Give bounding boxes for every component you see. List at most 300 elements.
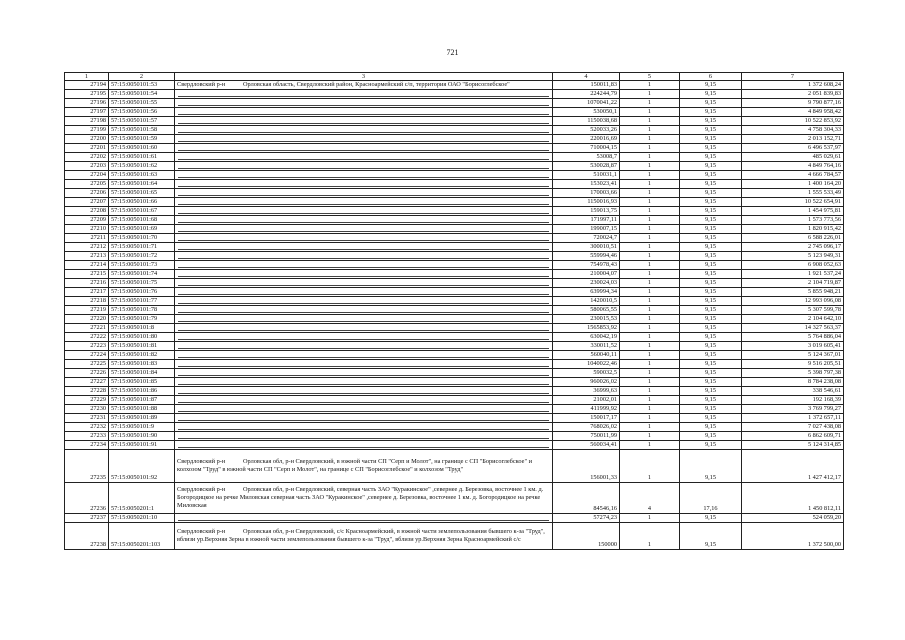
row-number: 27222: [65, 333, 109, 342]
column-header: 4: [553, 73, 620, 81]
rate-value: 9,15: [680, 514, 742, 523]
cadastral-value: 2 745 096,17: [742, 243, 844, 252]
row-number: 27228: [65, 387, 109, 396]
cadastral-value: 9 790 877,16: [742, 99, 844, 108]
row-number: 27194: [65, 81, 109, 90]
rate-value: 9,15: [680, 108, 742, 117]
location-cell: [175, 99, 553, 108]
cadastral-value: 5 123 949,31: [742, 252, 844, 261]
rate-value: 9,15: [680, 243, 742, 252]
area-value: 768026,02: [553, 423, 620, 432]
district-label: Свердловский р-н: [177, 457, 226, 465]
row-number: 27232: [65, 423, 109, 432]
cadastral-number: 57:15:0050101:87: [109, 396, 175, 405]
cadastral-number: 57:15:0050101:78: [109, 306, 175, 315]
ditto-line: [178, 254, 549, 259]
rate-value: 9,15: [680, 225, 742, 234]
location-cell: [175, 81, 553, 90]
area-value: 559994,46: [553, 252, 620, 261]
ditto-line: [178, 308, 549, 313]
cadastral-number: 57:15:0050101:83: [109, 360, 175, 369]
cadastral-value: 1 372 657,11: [742, 414, 844, 423]
location-cell: [175, 108, 553, 117]
area-value: 710004,15: [553, 144, 620, 153]
cadastral-value: 2 104 642,10: [742, 315, 844, 324]
area-value: 639994,34: [553, 288, 620, 297]
table-row: [65, 288, 844, 297]
table-row: [65, 207, 844, 216]
group-value: 1: [620, 324, 680, 333]
cadastral-number: 57:15:0050101:80: [109, 333, 175, 342]
cadastral-value: 3 769 799,27: [742, 405, 844, 414]
location-cell: [175, 369, 553, 378]
rate-value: 9,15: [680, 117, 742, 126]
area-value: 754978,43: [553, 261, 620, 270]
area-value: 171997,11: [553, 216, 620, 225]
location-cell: [175, 225, 553, 234]
area-value: 153023,41: [553, 180, 620, 189]
group-value: 1: [620, 153, 680, 162]
address-text: Орловская обл, р-н Свердловский, северная часть ЗАО "Куракинское" ,севернее д. Березовка, восточнее 1 км. д. Богородицкое на речке Миловская северная часть ЗАО "Куракинское" ,севернее д. Березовка, восточнее 1 км. д. Богородицкое на речке Миловская: [177, 485, 544, 510]
ditto-line: [178, 290, 549, 295]
row-number: 27238: [65, 523, 109, 550]
row-number: 27212: [65, 243, 109, 252]
rate-value: 9,15: [680, 162, 742, 171]
cadastral-value: 9 516 205,51: [742, 360, 844, 369]
column-number-row: [65, 73, 844, 81]
location-cell: [175, 270, 553, 279]
cadastral-value: 1 573 773,56: [742, 216, 844, 225]
ditto-line: [178, 299, 549, 304]
cadastral-number: 57:15:0050101:56: [109, 108, 175, 117]
cadastral-value: 5 764 886,04: [742, 333, 844, 342]
group-value: 1: [620, 360, 680, 369]
area-value: 36999,63: [553, 387, 620, 396]
table-row: [65, 144, 844, 153]
rate-value: 9,15: [680, 396, 742, 405]
table-row: [65, 369, 844, 378]
area-value: 720024,7: [553, 234, 620, 243]
table-row: [65, 90, 844, 99]
cadastral-number: 57:15:0050101:68: [109, 216, 175, 225]
cadastral-number: 57:15:0050101:89: [109, 414, 175, 423]
group-value: 1: [620, 387, 680, 396]
area-value: 630042,19: [553, 333, 620, 342]
location-cell: [175, 279, 553, 288]
ditto-line: [178, 119, 549, 124]
location-cell: [175, 387, 553, 396]
table-row: [65, 432, 844, 441]
group-value: 1: [620, 108, 680, 117]
location-cell: [175, 189, 553, 198]
group-value: 1: [620, 243, 680, 252]
rate-value: 9,15: [680, 261, 742, 270]
rate-value: 9,15: [680, 333, 742, 342]
row-number: 27197: [65, 108, 109, 117]
row-number: 27220: [65, 315, 109, 324]
row-number: 27214: [65, 261, 109, 270]
cadastral-number: 57:15:0050101:81: [109, 342, 175, 351]
table-row: [65, 441, 844, 450]
cadastral-number: 57:15:0050101:60: [109, 144, 175, 153]
cadastral-value: 2 104 719,87: [742, 279, 844, 288]
rate-value: 9,15: [680, 180, 742, 189]
row-number: 27204: [65, 171, 109, 180]
cadastral-value: 12 993 096,08: [742, 297, 844, 306]
ditto-line: [178, 245, 549, 250]
area-value: 590032,5: [553, 369, 620, 378]
rate-value: 9,15: [680, 360, 742, 369]
cadastral-number: 57:15:0050101:61: [109, 153, 175, 162]
area-value: 1040022,46: [553, 360, 620, 369]
cadastral-value: 5 307 599,78: [742, 306, 844, 315]
table-row: [65, 225, 844, 234]
row-number: 27221: [65, 324, 109, 333]
column-header: 6: [680, 73, 742, 81]
location-cell: [175, 423, 553, 432]
row-number: 27237: [65, 514, 109, 523]
ditto-line: [178, 380, 549, 385]
ditto-line: [178, 416, 549, 421]
cadastral-number: 57:15:0050101:59: [109, 135, 175, 144]
group-value: 1: [620, 279, 680, 288]
location-cell: [175, 414, 553, 423]
rate-value: 9,15: [680, 252, 742, 261]
rate-value: 9,15: [680, 288, 742, 297]
location-cell: [175, 297, 553, 306]
location-cell: [175, 90, 553, 99]
cadastral-number: 57:15:0050101:90: [109, 432, 175, 441]
cadastral-value: 1 555 533,49: [742, 189, 844, 198]
cadastral-value: 2 013 152,71: [742, 135, 844, 144]
location-cell: [175, 234, 553, 243]
rate-value: 9,15: [680, 297, 742, 306]
table-row: [65, 135, 844, 144]
table-row: [65, 216, 844, 225]
area-value: 1150038,68: [553, 117, 620, 126]
group-value: 1: [620, 270, 680, 279]
cadastral-value: 6 588 226,01: [742, 234, 844, 243]
rate-value: 9,15: [680, 351, 742, 360]
cadastral-value: 7 027 438,08: [742, 423, 844, 432]
column-header: 5: [620, 73, 680, 81]
area-value: 960026,02: [553, 378, 620, 387]
location-cell: [175, 351, 553, 360]
ditto-line: [178, 200, 549, 205]
table-row: [65, 360, 844, 369]
cadastral-number: 57:15:0050101:70: [109, 234, 175, 243]
location-cell: [175, 396, 553, 405]
location-cell: [175, 288, 553, 297]
area-value: 411999,92: [553, 405, 620, 414]
row-number: 27201: [65, 144, 109, 153]
table-row: [65, 198, 844, 207]
cadastral-value: 4 849 764,16: [742, 162, 844, 171]
cadastral-number: 57:15:0050101:73: [109, 261, 175, 270]
ditto-line: [178, 137, 549, 142]
rate-value: 9,15: [680, 270, 742, 279]
cadastral-number: 57:15:0050101:65: [109, 189, 175, 198]
cadastral-value: 524 059,20: [742, 514, 844, 523]
table-row: [65, 279, 844, 288]
cadastral-value: 192 168,39: [742, 396, 844, 405]
group-value: 1: [620, 351, 680, 360]
area-value: 150017,17: [553, 414, 620, 423]
group-value: 1: [620, 225, 680, 234]
cadastral-number: 57:15:0050101:69: [109, 225, 175, 234]
location-cell: [175, 117, 553, 126]
cadastral-value: 5 124 367,01: [742, 351, 844, 360]
location-cell: [175, 153, 553, 162]
ditto-line: [178, 344, 549, 349]
table-row: [65, 189, 844, 198]
column-header: 2: [109, 73, 175, 81]
row-number: 27206: [65, 189, 109, 198]
group-value: 1: [620, 234, 680, 243]
group-value: 1: [620, 378, 680, 387]
cadastral-value: 4 849 958,42: [742, 108, 844, 117]
location-cell: [175, 216, 553, 225]
rate-value: 9,15: [680, 342, 742, 351]
table-row: [65, 108, 844, 117]
table-row: [65, 171, 844, 180]
cadastral-value: 8 784 238,08: [742, 378, 844, 387]
area-value: 159013,75: [553, 207, 620, 216]
rate-value: 9,15: [680, 144, 742, 153]
group-value: 1: [620, 396, 680, 405]
area-value: 199007,15: [553, 225, 620, 234]
ditto-line: [178, 353, 549, 358]
district-label: Свердловский р-н: [177, 527, 226, 535]
rate-value: 9,15: [680, 126, 742, 135]
group-value: 1: [620, 423, 680, 432]
group-value: 1: [620, 207, 680, 216]
table-row: [65, 333, 844, 342]
group-value: 1: [620, 198, 680, 207]
location-cell: [175, 144, 553, 153]
table-row: [65, 523, 844, 550]
cadastral-value: 1 820 915,42: [742, 225, 844, 234]
cadastral-number: 57:15:0050101:76: [109, 288, 175, 297]
location-cell: [175, 432, 553, 441]
ditto-line: [178, 281, 549, 286]
area-value: 520033,26: [553, 126, 620, 135]
group-value: 1: [620, 180, 680, 189]
row-number: 27199: [65, 126, 109, 135]
location-cell: [175, 315, 553, 324]
row-number: 27226: [65, 369, 109, 378]
cadastral-number: 57:15:0050101:54: [109, 90, 175, 99]
row-number: 27233: [65, 432, 109, 441]
area-value: 1150016,93: [553, 198, 620, 207]
area-value: 57274,23: [553, 514, 620, 523]
cadastral-number: 57:15:0050201:10: [109, 514, 175, 523]
table-row: [65, 180, 844, 189]
table-row: [65, 81, 844, 90]
ditto-line: [178, 263, 549, 268]
group-value: 1: [620, 514, 680, 523]
row-number: 27202: [65, 153, 109, 162]
ditto-line: [178, 92, 549, 97]
row-number: 27229: [65, 396, 109, 405]
cadastral-value: 1 921 537,24: [742, 270, 844, 279]
location-cell: [175, 450, 553, 483]
ditto-line: [178, 407, 549, 412]
group-value: 1: [620, 252, 680, 261]
district-label: Свердловский р-н: [177, 485, 226, 493]
cadastral-number: 57:15:0050101:91: [109, 441, 175, 450]
rate-value: 9,15: [680, 324, 742, 333]
group-value: 1: [620, 288, 680, 297]
cadastral-value: 1 372 608,24: [742, 81, 844, 90]
table-row: [65, 234, 844, 243]
group-value: 1: [620, 126, 680, 135]
row-number: 27231: [65, 414, 109, 423]
cadastral-number: 57:15:0050201:103: [109, 523, 175, 550]
table-row: [65, 396, 844, 405]
address-text: Орловская обл, р-н Свердловский, с/с Красноармейский, в южной части землепользования бывшего к-за "Труд", вблизи ур.Верхняя Зерна в южной части землепользования бывшего к-за "Труд", вблизи ур.Верхняя Зерна Красноармейский с/с: [177, 527, 545, 543]
table-row: [65, 297, 844, 306]
cadastral-number: 57:15:0050101:92: [109, 450, 175, 483]
rate-value: 9,15: [680, 90, 742, 99]
row-number: 27236: [65, 483, 109, 514]
row-number: 27218: [65, 297, 109, 306]
location-cell: [175, 135, 553, 144]
area-value: 530050,1: [553, 108, 620, 117]
cadastral-value: 4 666 784,57: [742, 171, 844, 180]
cadastral-number: 57:15:0050101:58: [109, 126, 175, 135]
table-row: [65, 387, 844, 396]
cadastral-value: 2 051 839,83: [742, 90, 844, 99]
row-number: 27216: [65, 279, 109, 288]
row-number: 27223: [65, 342, 109, 351]
area-value: 224244,79: [553, 90, 620, 99]
rate-value: 9,15: [680, 441, 742, 450]
ditto-line: [178, 389, 549, 394]
location-cell: [175, 306, 553, 315]
area-value: 1420010,5: [553, 297, 620, 306]
ditto-line: [178, 516, 549, 521]
area-value: 300010,51: [553, 243, 620, 252]
ditto-line: [178, 182, 549, 187]
row-number: 27210: [65, 225, 109, 234]
rate-value: 9,15: [680, 135, 742, 144]
cadastral-value: 14 327 563,37: [742, 324, 844, 333]
ditto-line: [178, 443, 549, 448]
district-label: Свердловский р-н: [177, 81, 226, 88]
row-number: 27213: [65, 252, 109, 261]
cadastral-value: 1 450 812,11: [742, 483, 844, 514]
ditto-line: [178, 272, 549, 277]
area-value: 1070041,22: [553, 99, 620, 108]
cadastral-value: 1 427 412,17: [742, 450, 844, 483]
table-row: [65, 450, 844, 483]
group-value: 1: [620, 189, 680, 198]
rate-value: 9,15: [680, 153, 742, 162]
row-number: 27198: [65, 117, 109, 126]
ditto-line: [178, 128, 549, 133]
location-cell: [175, 243, 553, 252]
group-value: 1: [620, 414, 680, 423]
area-value: 750011,99: [553, 432, 620, 441]
area-value: 1565853,92: [553, 324, 620, 333]
table-row: [65, 483, 844, 514]
location-cell: [175, 261, 553, 270]
group-value: 4: [620, 483, 680, 514]
row-number: 27235: [65, 450, 109, 483]
table-row: [65, 324, 844, 333]
location-cell: [175, 342, 553, 351]
rate-value: 9,15: [680, 207, 742, 216]
ditto-line: [178, 236, 549, 241]
rate-value: 9,15: [680, 450, 742, 483]
location-cell: [175, 252, 553, 261]
area-value: 21002,01: [553, 396, 620, 405]
table-row: [65, 306, 844, 315]
ditto-line: [178, 101, 549, 106]
area-value: 210004,07: [553, 270, 620, 279]
group-value: 1: [620, 216, 680, 225]
table-row: [65, 342, 844, 351]
area-value: 230015,53: [553, 315, 620, 324]
table-row: [65, 405, 844, 414]
cadastral-value: 4 758 304,33: [742, 126, 844, 135]
cadastral-value: 6 908 052,63: [742, 261, 844, 270]
group-value: 1: [620, 144, 680, 153]
cadastral-number: 57:15:0050101:88: [109, 405, 175, 414]
cadastral-number: 57:15:0050101:82: [109, 351, 175, 360]
ditto-line: [178, 434, 549, 439]
location-cell: [175, 198, 553, 207]
cadastral-value: 485 029,61: [742, 153, 844, 162]
rate-value: 9,15: [680, 432, 742, 441]
area-value: 560034,41: [553, 441, 620, 450]
cadastral-number: 57:15:0050101:62: [109, 162, 175, 171]
group-value: 1: [620, 523, 680, 550]
cadastral-number: 57:15:0050101:85: [109, 378, 175, 387]
table-row: [65, 117, 844, 126]
group-value: 1: [620, 171, 680, 180]
group-value: 1: [620, 306, 680, 315]
rate-value: 9,15: [680, 81, 742, 90]
cadastral-value: 5 855 948,21: [742, 288, 844, 297]
table-row: [65, 423, 844, 432]
cadastral-number: 57:15:0050101:77: [109, 297, 175, 306]
rate-value: 9,15: [680, 198, 742, 207]
row-number: 27208: [65, 207, 109, 216]
group-value: 1: [620, 81, 680, 90]
table-row: [65, 126, 844, 135]
ditto-line: [178, 335, 549, 340]
row-number: 27195: [65, 90, 109, 99]
group-value: 1: [620, 90, 680, 99]
row-number: 27211: [65, 234, 109, 243]
rate-value: 9,15: [680, 315, 742, 324]
ditto-line: [178, 110, 549, 115]
cadastral-number: 57:15:0050101:74: [109, 270, 175, 279]
area-value: 560040,11: [553, 351, 620, 360]
ditto-line: [178, 191, 549, 196]
rate-value: 9,15: [680, 306, 742, 315]
row-number: 27205: [65, 180, 109, 189]
rate-value: 17,16: [680, 483, 742, 514]
table-row: [65, 153, 844, 162]
group-value: 1: [620, 369, 680, 378]
area-value: 150011,83: [553, 81, 620, 90]
location-cell: [175, 523, 553, 550]
rate-value: 9,15: [680, 387, 742, 396]
rate-value: 9,15: [680, 279, 742, 288]
